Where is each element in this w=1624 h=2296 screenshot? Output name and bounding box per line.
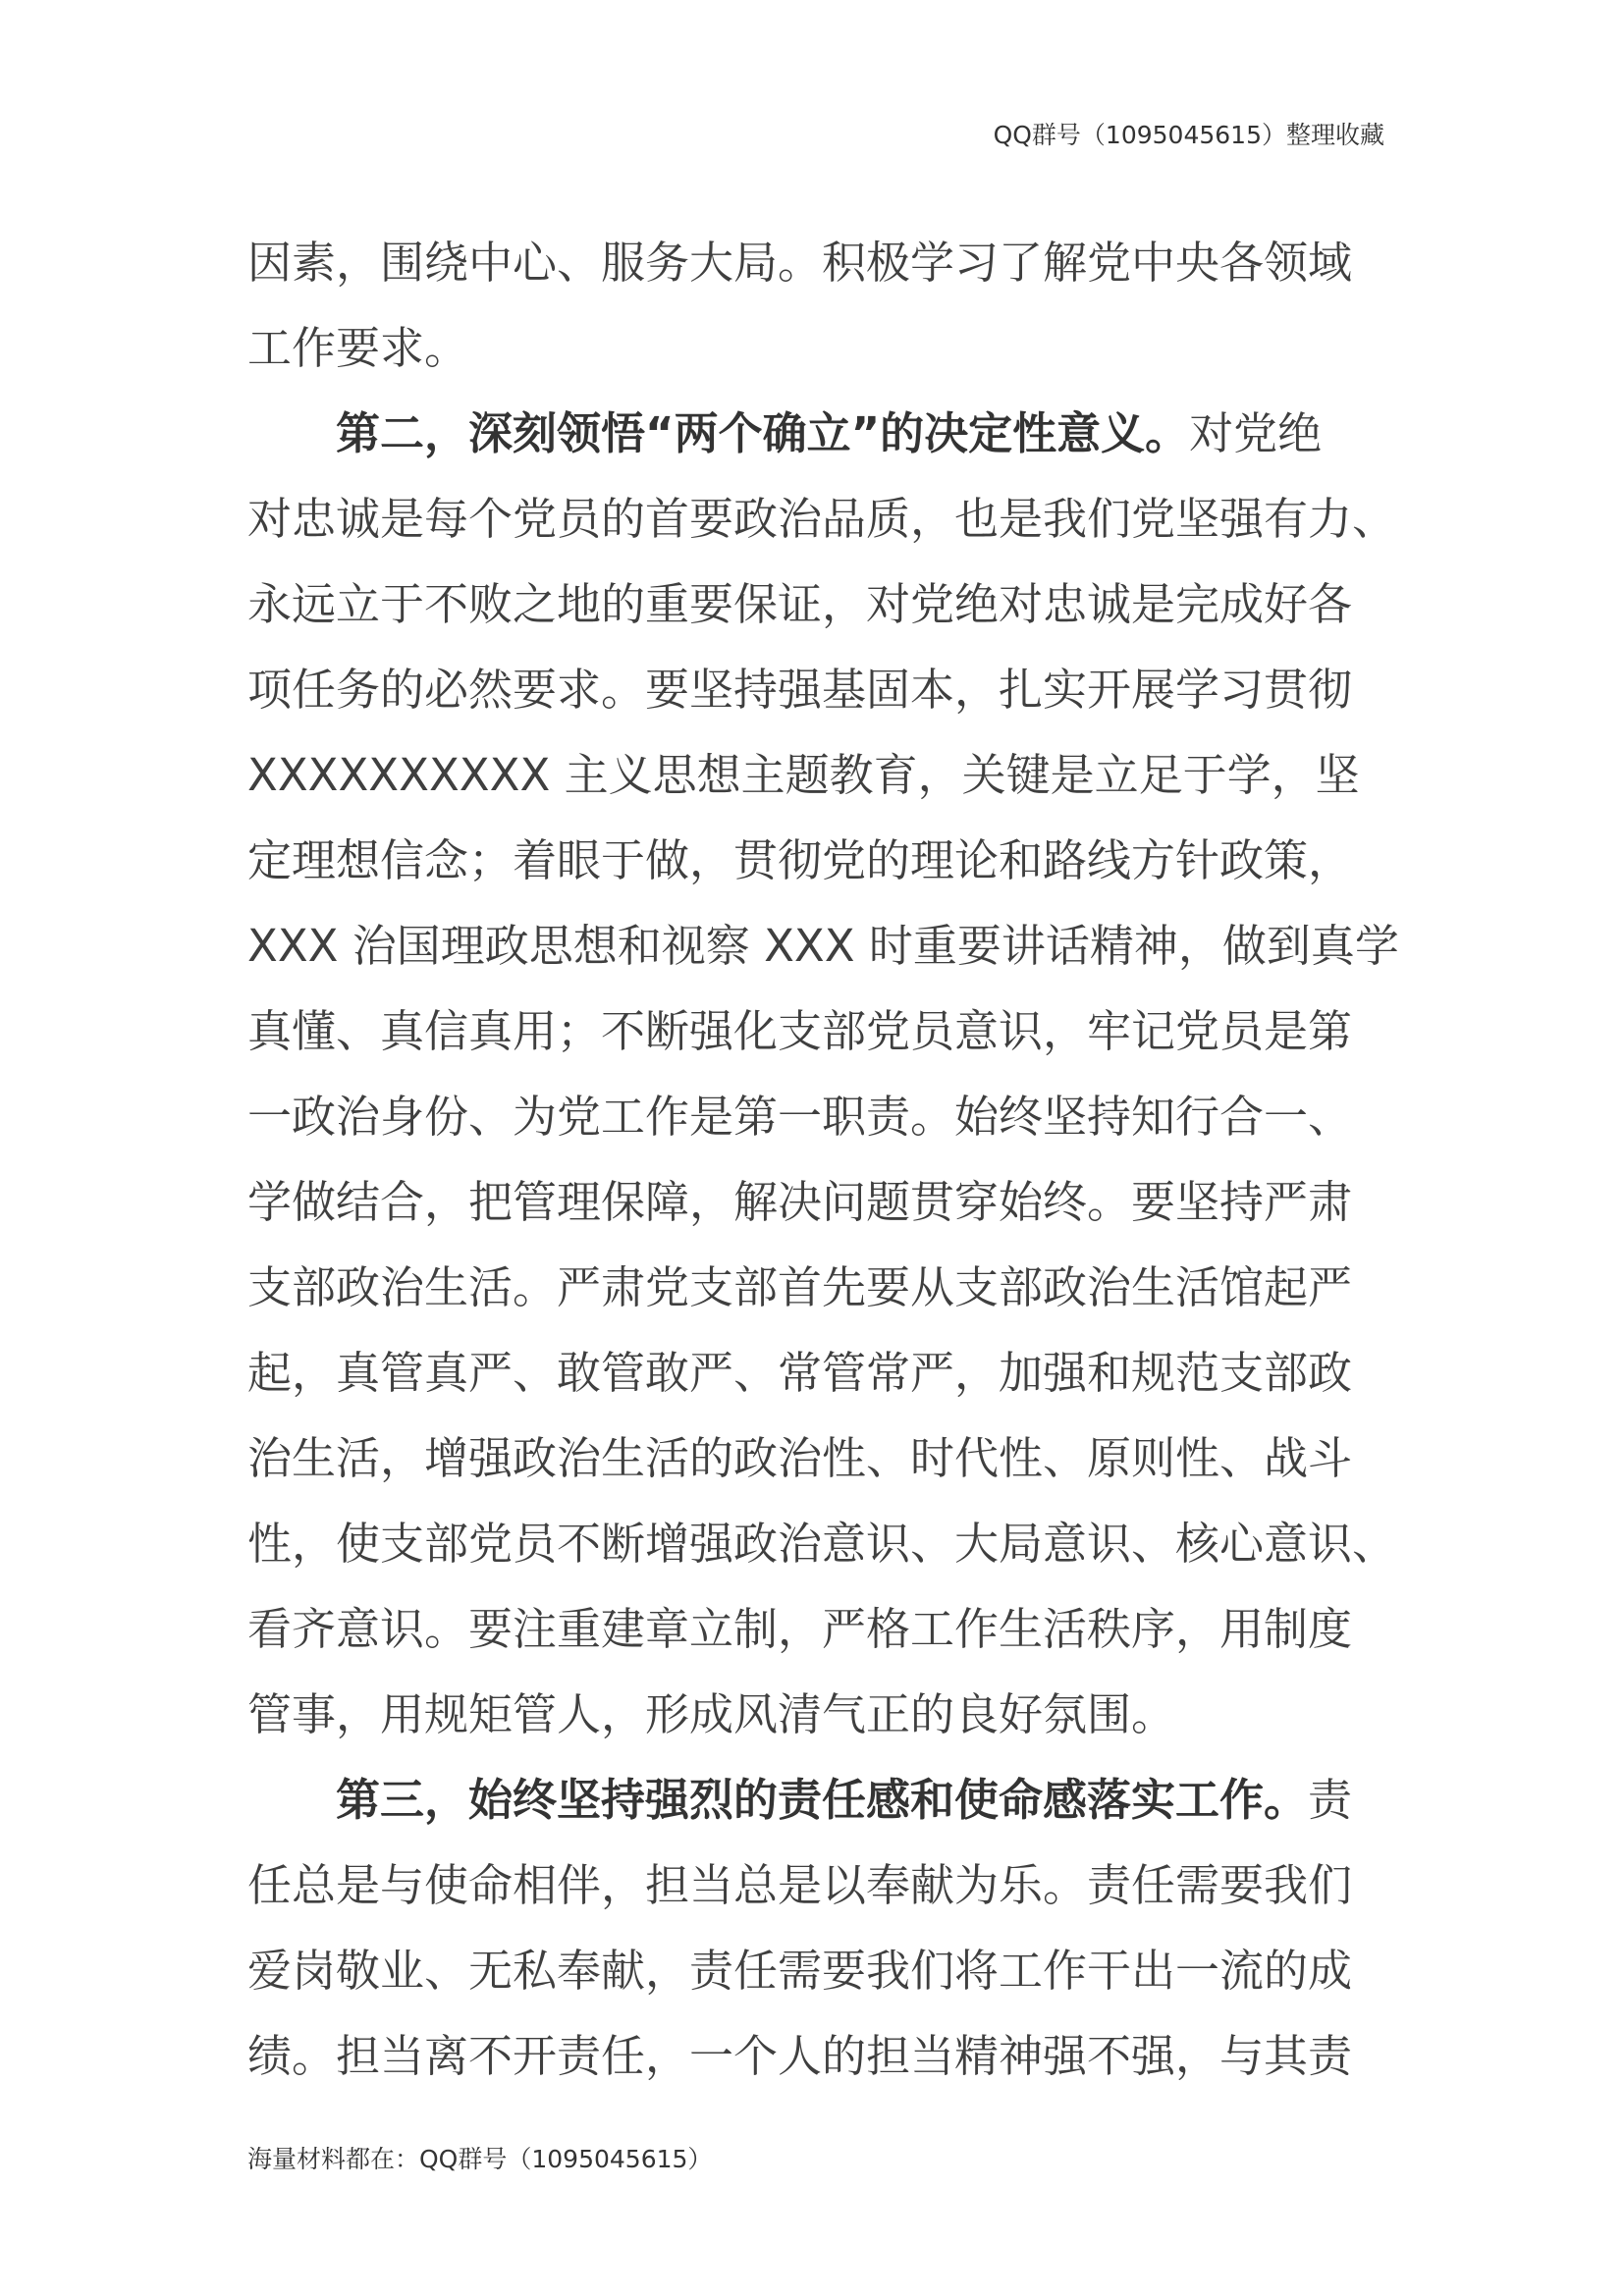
line-text: 看齐意识。要注重建章立制，严格工作生活秩序，用制度 [247,1603,1353,1655]
text-line [247,647,1386,732]
text-line [247,818,1386,903]
line-text: 支部政治生活。严肃党支部首先要从支部政治生活馆起严 [247,1261,1353,1313]
line-text: 起，真管真严、敢管敢严、常管常严，加强和规范支部政 [247,1347,1353,1399]
line-text: 真懂、真信真用；不断强化支部党员意识，牢记党员是第 [247,1005,1353,1057]
section-heading: 第二，深刻领悟“两个确立”的决定性意义。 [336,407,1190,459]
text-line [247,391,1386,476]
text-line [247,2013,1386,2099]
line-text: 爱岗敬业、无私奉献，责任需要我们将工作干出一流的成 [247,1945,1353,1997]
section-heading: 第三，始终坚持强烈的责任感和使命感落实工作。 [336,1774,1309,1826]
line-text: 学做结合，把管理保障，解决问题贯穿始终。要坚持严肃 [247,1176,1353,1228]
text-line [247,1501,1397,1586]
line-text: 永远立于不败之地的重要保证，对党绝对忠诚是完成好各 [247,578,1353,630]
document-body [247,220,1399,2099]
text-line [247,903,1399,988]
line-text: 一政治身份、为党工作是第一职责。始终坚持知行合一、 [247,1091,1353,1143]
line-text: 责 [1308,1774,1353,1826]
text-line [247,305,1386,391]
text-line [247,1415,1386,1501]
text-line [247,1928,1386,2013]
text-line [247,1074,1386,1159]
text-line [247,988,1386,1074]
text-line [247,561,1386,647]
text-line [247,1842,1386,1928]
line-text: 项任务的必然要求。要坚持强基固本，扎实开展学习贯彻 [247,664,1353,716]
line-text: 定理想信念；着眼于做，贯彻党的理论和路线方针政策， [247,834,1353,886]
line-text: 性，使支部党员不断增强政治意识、大局意识、核心意识、 [247,1518,1397,1570]
text-line [247,1330,1386,1415]
line-text: 治生活，增强政治生活的政治性、时代性、原则性、战斗 [247,1432,1353,1484]
text-line [247,1672,1386,1757]
line-text: 因素，围绕中心、服务大局。积极学习了解党中央各领域 [247,237,1353,289]
text-line [247,1586,1386,1672]
page-footer: 海量材料都在：QQ群号（1095045615） [247,2145,713,2173]
page-header: QQ群号（1095045615）整理收藏 [993,121,1384,149]
text-line [247,1757,1386,1842]
line-text: 任总是与使命相伴，担当总是以奉献为乐。责任需要我们 [247,1859,1353,1911]
text-line [247,1245,1386,1330]
text-line [247,732,1386,818]
line-text: XXX 治国理政思想和视察 XXX 时重要讲话精神，做到真学 [247,920,1399,972]
line-text: 对党绝 [1189,407,1323,459]
line-text: 对忠诚是每个党员的首要政治品质，也是我们党坚强有力、 [247,493,1397,545]
text-line [247,476,1397,561]
line-text: 工作要求。 [247,322,469,374]
line-text: 绩。担当离不开责任，一个人的担当精神强不强，与其责 [247,2030,1353,2082]
line-text: 管事，用规矩管人，形成风清气正的良好氛围。 [247,1688,1176,1740]
text-line [247,1159,1386,1245]
line-text: XXXXXXXXXX 主义思想主题教育，关键是立足于学，坚 [247,749,1360,801]
text-line [247,220,1386,305]
